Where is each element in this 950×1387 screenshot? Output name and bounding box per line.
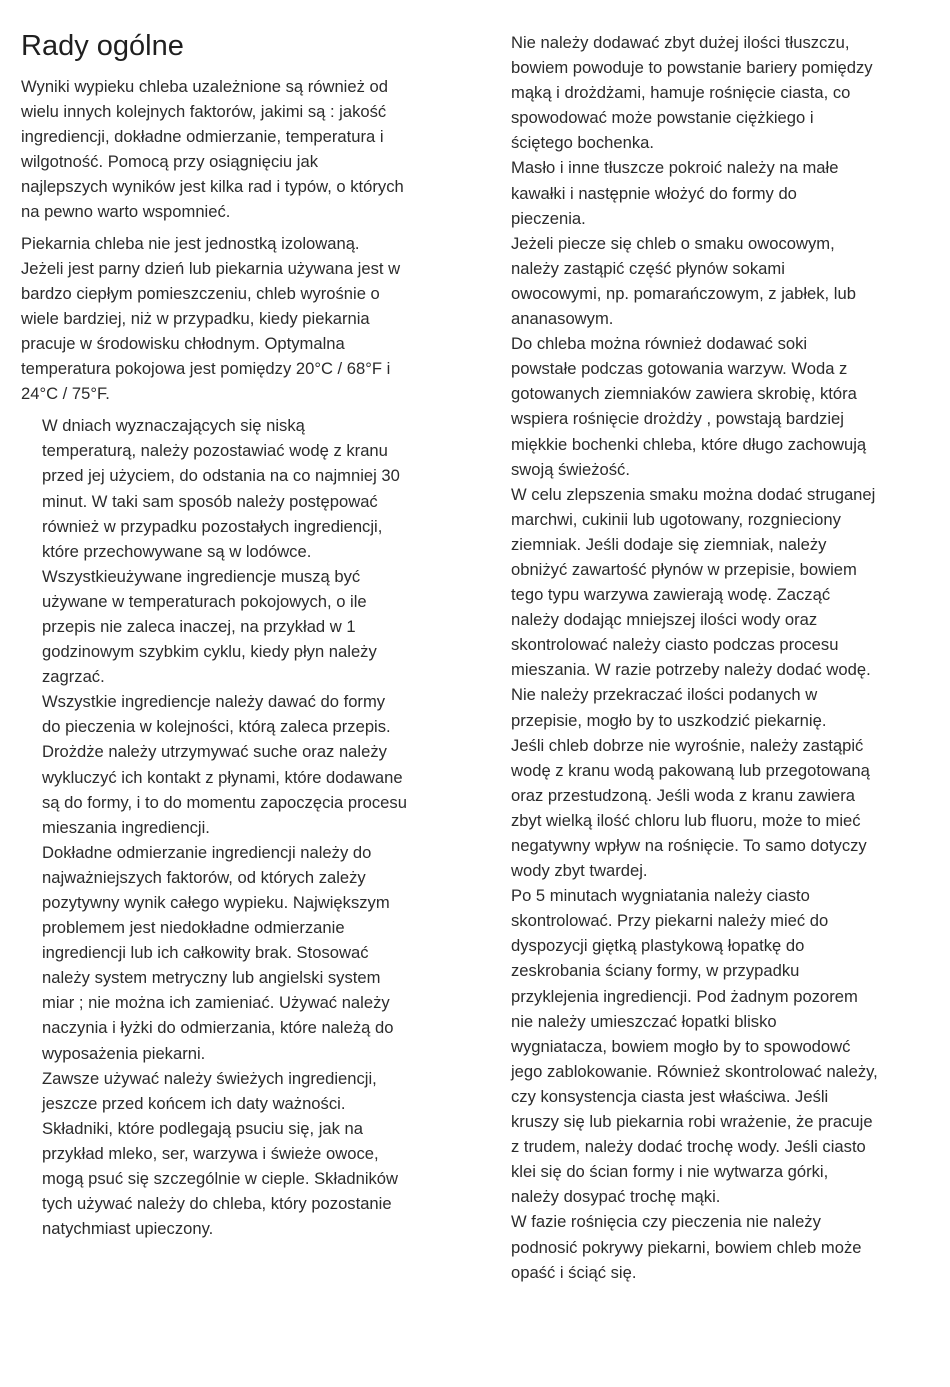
indented-tips: [21, 413, 466, 1241]
tip-paragraph: W fazie rośnięcia czy pieczenia nie należy podnosić pokrywy piekarni, bowiem chleb może opaść i ściąć się.: [511, 1212, 862, 1282]
temperature-paragraph: Piekarnia chleba nie jest jednostką izolowaną. Jeżeli jest parny dzień lub piekarnia używana jest w bardzo ciepłym pomieszczeniu, chleb wyrośnie o wiele bardziej, niż w przypadku, kiedy piekarnia pracuje w środowisku chłodnym. Optymalna temperatura pokojowa jest pomiędzy 20°C / 68°F i 24°C / 75°F.: [21, 233, 401, 404]
tip-paragraph: Zawsze używać należy świeżych ingrediencji, jeszcze przed końcem ich daty ważności. Składniki, które podlegają psuciu się, jak na przykład mleko, ser, warzywa i świeże owoce, mogą psuć się szczególnie w cieple. Składników tych używać należy do chleba, który pozostanie natychmiast upieczony.: [42, 1068, 399, 1239]
tip-paragraph: Nie należy dodawać zbyt dużej ilości tłuszczu, bowiem powoduje to powstanie bariery pomiędzy mąką i drożdżami, hamuje rośnięcie ciasta, co spowodować może powstanie ciężkiego i ściętego bochenka.: [511, 33, 873, 153]
left-column: [21, 28, 466, 1241]
tip-paragraph: Dokładne odmierzanie ingrediencji należy do najważniejszych faktorów, od których zależy pozytywny wynik całego wypieku. Największym problemem jest niedokładne odmierzanie ingrediencji lub ich całkowity brak. Stosować należy system metryczny lub angielski system miar ; nie można ich zamieniać. Używać należy naczynia i łyżki do odmierzania, które należą do wyposażenia piekarni.: [42, 842, 394, 1063]
tip-paragraph: Po 5 minutach wygniatania należy ciasto skontrolować. Przy piekarni należy mieć do dyspozycji giętką plastykową łopatkę do zeskrobania ściany formy, w przypadku przyklejenia ingrediencji. Pod żadnym pozorem nie należy umieszczać łopatki blisko wygniatacza, bowiem mogło by to spowodowć jego zablokowanie. Również skontrolować należy, czy konsystencja ciasta jest właściwa. Jeśli kruszy się lub piekarnia robi wrażenie, że pracuje z trudem, należy dodać trochę wody. Jeśli ciasto klei się do ścian formy i nie wytwarza górki, należy dosypać trochę mąki.: [511, 886, 878, 1207]
intro-paragraph: Wyniki wypieku chleba uzależnione są również od wielu innych kolejnych faktorów, jakimi są : jakość ingrediencji, dokładne odmierzanie, temperatura i wilgotność. Pomocą przy osiągnięciu jak najlepszych wyników jest kilka rad i typów, o których na pewno warto wspomnieć.: [21, 77, 404, 222]
tip-paragraph: W dniach wyznaczających się niską temperaturą, należy pozostawiać wodę z kranu przed jej użyciem, do odstania na co najmniej 30 minut. W taki sam sposób należy postępować również w przypadku pozostałych ingrediencji, które przechowywane są w lodówce.: [42, 416, 400, 561]
tip-paragraph: Wszystkieużywane ingrediencje muszą być używane w temperaturach pokojowych, o ile przepis nie zaleca inaczej, na przykład w 1 godzinowym szybkim cyklu, kiedy płyn należy zagrzać.: [42, 566, 377, 687]
tip-paragraph: W celu zlepszenia smaku można dodać struganej marchwi, cukinii lub ugotowany, rozgnieciony ziemniak. Jeśli dodaje się ziemniak, należy obniżyć zawartość płynów w przepisie, bowiem tego typu warzywa zawierają wodę. Zacząć należy dodając mniejszej ilości wody oraz skontrolować należy ciasto podczas procesu mieszania. W razie potrzeby należy dodać wodę. Nie należy przekraczać ilości podanych w przepisie, mogło by to uszkodzić piekarnię.: [511, 484, 876, 730]
tip-paragraph: Wszystkie ingrediencje należy dawać do formy do pieczenia w kolejności, którą zaleca przepis. Drożdże należy utrzymywać suche oraz należy wykluczyć ich kontakt z płynami, które dodawane są do formy, i to do momentu zapoczęcia procesu mieszania ingrediencji.: [42, 692, 407, 837]
right-column: [511, 30, 943, 1285]
tip-paragraph: Jeśli chleb dobrze nie wyrośnie, należy zastąpić wodę z kranu wodą pakowaną lub przegotowaną oraz przestudzoną. Jeśli woda z kranu zawiera zbyt wielką ilość chloru lub fluoru, może to mieć negatywny wpływ na rośnięcie. To samo dotyczy wody zbyt twardej.: [511, 735, 870, 881]
tip-paragraph: Masło i inne tłuszcze pokroić należy na małe kawałki i następnie włożyć do formy do pieczenia.: [511, 158, 839, 228]
tip-paragraph: Do chleba można również dodawać soki powstałe podczas gotowania warzyw. Woda z gotowanych ziemniaków zawiera skrobię, która wspiera rośnięcie drożdży , powstają bardziej miękkie bochenki chleba, które długo zachowują swoją świeżość.: [511, 334, 867, 479]
section-title: Rady ogólne: [21, 30, 184, 62]
tip-paragraph: Jeżeli piecze się chleb o smaku owocowym, należy zastąpić część płynów sokami owocowymi, np. pomarańczowym, z jabłek, lub ananasowym.: [511, 233, 856, 329]
